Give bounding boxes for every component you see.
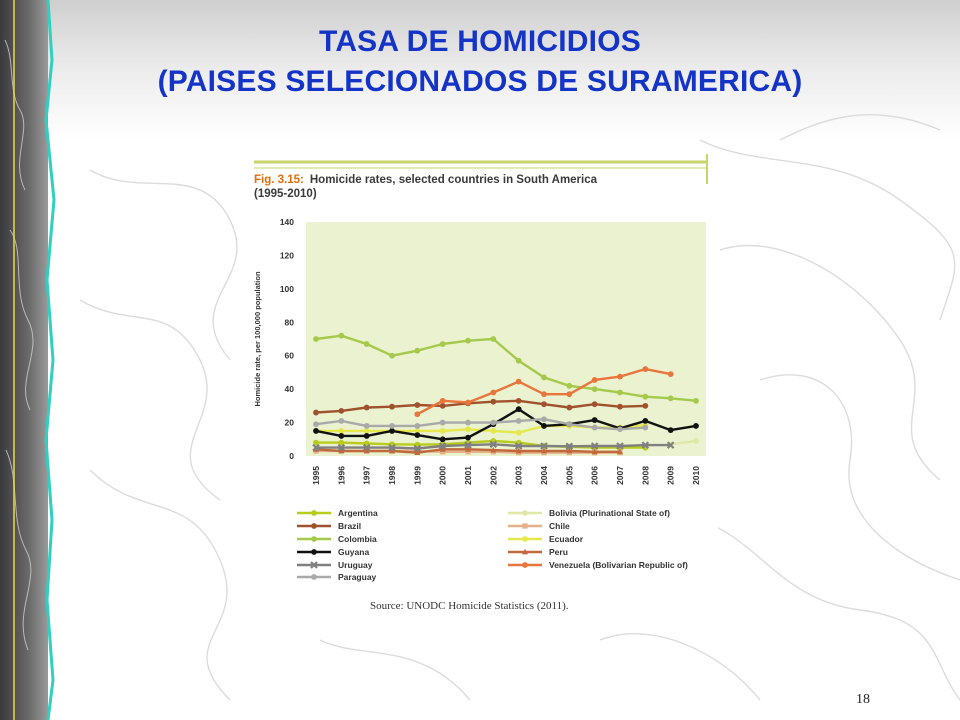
paraguay-point	[338, 418, 344, 424]
x-tick-label: 1996	[336, 466, 347, 485]
paraguay-point	[490, 420, 496, 426]
guyana-point	[313, 428, 319, 434]
legend-label: Venezuela (Bolivarian Republic of)	[549, 559, 688, 570]
guyana-point	[440, 436, 446, 442]
x-tick-label: 2004	[539, 466, 549, 485]
paraguay-point	[414, 423, 420, 429]
legend-item-uruguay	[296, 558, 501, 571]
paraguay-point	[465, 420, 471, 426]
colombia-point	[566, 383, 572, 389]
venezuela-bolivarian-republic-of-point	[490, 390, 496, 396]
legend-swatch-paraguay	[296, 572, 332, 582]
colombia-point	[668, 395, 674, 401]
guyana-point	[389, 428, 395, 434]
x-tick-label: 2000	[437, 466, 448, 485]
brazil-point	[364, 405, 370, 411]
x-tick-label: 2003	[513, 466, 524, 485]
brazil-point	[313, 410, 319, 416]
y-tick-label: 100	[279, 283, 294, 294]
y-axis-label: Homicide rate, per 100,000 population	[253, 271, 262, 407]
paraguay-point	[313, 421, 319, 427]
legend-item-chile	[507, 520, 737, 533]
paraguay-point	[541, 416, 547, 422]
legend-item-bolivia-plurinational-state-of	[507, 507, 737, 520]
legend-label: Colombia	[338, 533, 377, 544]
colombia-point	[693, 398, 699, 404]
ecuador-point	[364, 428, 370, 434]
brazil-point	[642, 403, 648, 409]
colombia-point	[516, 358, 522, 364]
x-tick-label: 2005	[564, 466, 575, 485]
guyana-point	[465, 435, 471, 441]
x-axis	[311, 466, 701, 485]
legend-swatch-guyana	[296, 547, 332, 557]
legend-item-venezuela-bolivarian-republic-of	[507, 558, 737, 571]
colombia-point	[592, 386, 598, 392]
colombia-point	[313, 336, 319, 342]
paraguay-point	[389, 423, 395, 429]
figure-caption-line-2: (1995-2010)	[254, 188, 317, 200]
guyana-point	[541, 423, 547, 429]
legend-swatch-argentina	[296, 508, 332, 518]
guyana-point	[642, 418, 648, 424]
colombia-point	[414, 348, 420, 354]
x-tick-label: 1998	[387, 466, 397, 485]
y-tick-label: 0	[289, 451, 294, 461]
slide-title-line-1: TASA DE HOMICIDIOS	[319, 25, 641, 58]
x-tick-label: 2009	[665, 466, 676, 485]
x-tick-label: 1997	[361, 466, 372, 485]
guyana-point	[516, 406, 522, 412]
slide-title-line-2: (PAISES SELECIONADOS DE SURAMERICA)	[157, 65, 803, 98]
page-number: 18	[856, 692, 870, 707]
slide-title	[70, 22, 890, 102]
legend-swatch-brazil	[296, 521, 332, 531]
legend-label: Bolivia (Plurinational State of)	[549, 508, 670, 519]
legend-bolivia-plurinational-state-of-point	[522, 510, 528, 516]
legend-swatch-bolivia-plurinational-state-of	[507, 508, 543, 518]
x-tick-label: 2006	[589, 466, 600, 485]
legend-swatch-chile	[507, 521, 543, 531]
x-tick-label: 1999	[412, 466, 423, 485]
guyana-point	[338, 433, 344, 439]
x-tick-label: 2002	[488, 466, 499, 485]
colombia-point	[389, 353, 395, 359]
legend-item-colombia	[296, 533, 501, 546]
paraguay-point	[642, 425, 648, 431]
brazil-point	[592, 401, 598, 407]
paraguay-point	[592, 425, 598, 431]
colombia-point	[617, 390, 623, 396]
legend-paraguay-point	[311, 574, 317, 580]
y-tick-label: 80	[284, 317, 294, 328]
paraguay-point	[516, 418, 522, 424]
chart-legend	[296, 507, 736, 584]
colombia-point	[541, 375, 547, 381]
legend-item-argentina	[296, 507, 501, 520]
brazil-point	[389, 404, 395, 410]
figure-number: Fig. 3.15:	[254, 174, 304, 186]
guyana-point	[693, 423, 699, 429]
brazil-point	[338, 408, 344, 414]
venezuela-bolivarian-republic-of-point	[465, 400, 471, 406]
colombia-point	[338, 333, 344, 339]
decorative-left-strip	[0, 0, 62, 720]
brazil-point	[566, 405, 572, 411]
y-tick-label: 120	[279, 250, 294, 261]
legend-colombia-point	[311, 536, 317, 542]
legend-chile-point	[522, 524, 527, 529]
legend-label: Ecuador	[549, 533, 584, 544]
legend-venezuela-bolivarian-republic-of-point	[522, 562, 528, 568]
legend-item-guyana	[296, 545, 501, 558]
legend-item-peru	[507, 545, 737, 558]
legend-label: Guyana	[338, 546, 370, 557]
legend-swatch-venezuela-bolivarian-republic-of	[507, 560, 543, 570]
ecuador-point	[490, 428, 496, 434]
brazil-point	[490, 399, 496, 405]
brazil-point	[440, 403, 446, 409]
guyana-point	[668, 427, 674, 433]
brazil-point	[516, 398, 522, 404]
colombia-point	[364, 341, 370, 347]
venezuela-bolivarian-republic-of-point	[592, 377, 598, 383]
legend-brazil-point	[311, 523, 317, 529]
colombia-point	[490, 336, 496, 342]
legend-label: Paraguay	[338, 572, 377, 583]
guyana-point	[592, 417, 598, 423]
legend-label: Chile	[549, 521, 570, 532]
x-tick-label: 1995	[311, 466, 321, 485]
ecuador-point	[338, 428, 344, 434]
legend-item-paraguay	[296, 571, 501, 584]
venezuela-bolivarian-republic-of-point	[440, 398, 446, 404]
colombia-point	[465, 338, 471, 344]
legend-swatch-uruguay	[296, 560, 332, 570]
guyana-point	[364, 433, 370, 439]
legend-item-brazil	[296, 520, 501, 533]
legend-label: Uruguay	[338, 559, 373, 570]
figure-source: Source: UNODC Homicide Statistics (2011).	[370, 600, 569, 612]
x-tick-label: 2001	[463, 466, 473, 485]
brazil-point	[617, 404, 623, 410]
legend-argentina-point	[311, 510, 317, 516]
figure-caption-text: Homicide rates, selected countries in South America	[309, 174, 598, 186]
x-tick-label: 2007	[615, 466, 625, 485]
venezuela-bolivarian-republic-of-point	[642, 366, 648, 372]
bolivia-plurinational-state-of-point	[693, 438, 699, 444]
venezuela-bolivarian-republic-of-point	[541, 391, 547, 397]
venezuela-bolivarian-republic-of-point	[516, 379, 522, 385]
paraguay-point	[617, 426, 623, 432]
x-tick-label: 2008	[640, 466, 651, 485]
legend-label: Argentina	[338, 508, 378, 519]
venezuela-bolivarian-republic-of-point	[414, 411, 420, 417]
legend-label: Peru	[549, 546, 568, 557]
paraguay-point	[364, 423, 370, 429]
guyana-point	[414, 432, 420, 438]
paraguay-point	[566, 421, 572, 427]
legend-guyana-point	[311, 549, 317, 555]
y-tick-label: 60	[284, 350, 294, 361]
paraguay-point	[440, 420, 446, 426]
y-tick-label: 140	[279, 217, 294, 227]
venezuela-bolivarian-republic-of-point	[668, 371, 674, 377]
homicide-rate-line-chart	[240, 150, 718, 510]
brazil-point	[541, 401, 547, 407]
legend-ecuador-point	[522, 536, 528, 542]
legend-item-ecuador	[507, 533, 737, 546]
legend-swatch-colombia	[296, 534, 332, 544]
legend-swatch-ecuador	[507, 534, 543, 544]
colombia-point	[642, 394, 648, 400]
venezuela-bolivarian-republic-of-point	[617, 374, 623, 380]
legend-swatch-peru	[507, 547, 543, 557]
y-axis	[280, 217, 294, 461]
legend-label: Brazil	[338, 521, 362, 532]
y-tick-label: 40	[284, 384, 294, 395]
colombia-point	[440, 341, 446, 347]
x-tick-label: 2010	[691, 466, 701, 485]
ecuador-point	[440, 428, 446, 434]
venezuela-bolivarian-republic-of-point	[566, 391, 572, 397]
ecuador-point	[465, 426, 471, 432]
brazil-point	[414, 402, 420, 408]
ecuador-point	[516, 430, 522, 436]
y-tick-label: 20	[284, 417, 294, 428]
